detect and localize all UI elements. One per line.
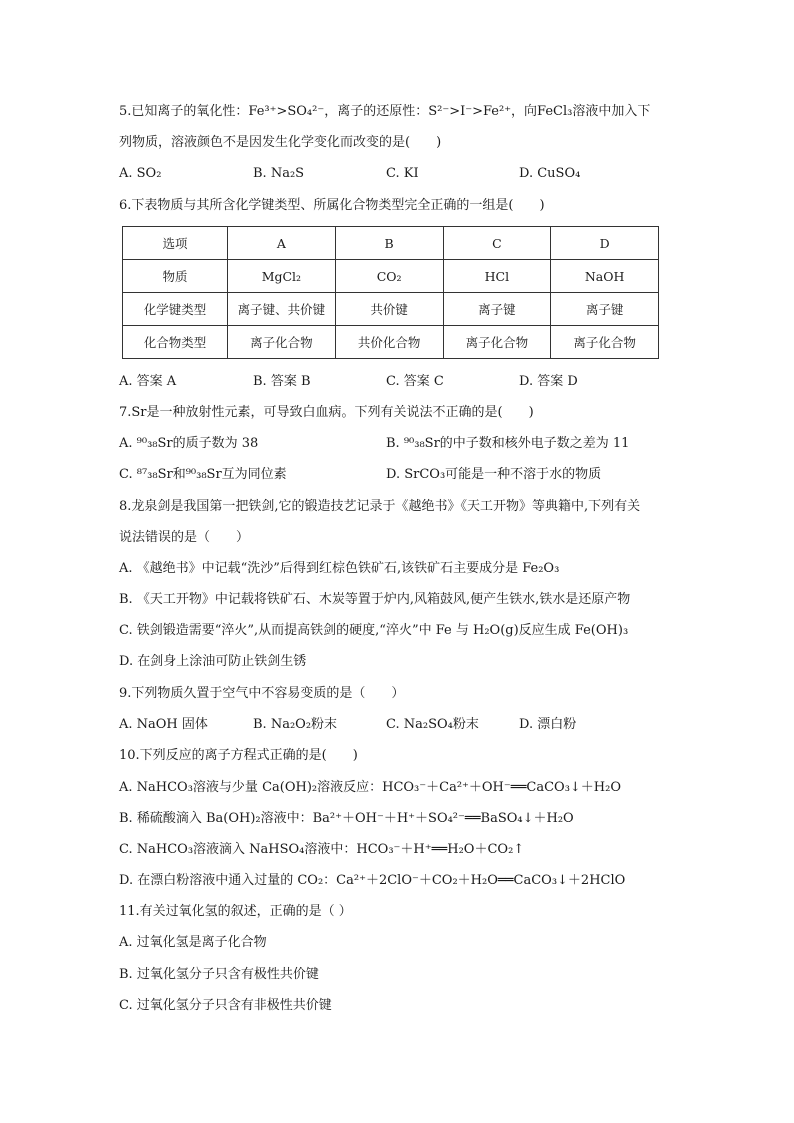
q9-option-a: A. NaOH 固体 — [119, 717, 208, 732]
q6-option-b: B. 答案 B — [253, 374, 311, 389]
q10-option-c: C. NaHCO₃溶液滴入 NaHSO₄溶液中：HCO₃⁻＋H⁺══H₂O＋CO₂↑ — [119, 842, 525, 857]
table-cell: 离子键、共价键 — [228, 293, 336, 326]
table-cell: NaOH — [551, 260, 659, 293]
table-cell: 共价化合物 — [335, 326, 443, 359]
table-cell: 离子键 — [443, 293, 551, 326]
q5-option-d: D. CuSO₄ — [519, 166, 581, 181]
q6-option-d: D. 答案 D — [519, 374, 578, 389]
q9-option-c: C. Na₂SO₄粉末 — [386, 717, 479, 732]
q8-option-d: D. 在剑身上涂油可防止铁剑生锈 — [119, 654, 307, 669]
table-cell: 离子化合物 — [551, 326, 659, 359]
table-cell: 物质 — [123, 260, 228, 293]
q10-stem: 10.下列反应的离子方程式正确的是( ) — [119, 748, 358, 763]
table-cell: 共价键 — [335, 293, 443, 326]
table-cell: B — [335, 227, 443, 260]
q11-option-b: B. 过氧化氢分子只含有极性共价键 — [119, 967, 319, 982]
q9-option-b: B. Na₂O₂粉末 — [253, 717, 338, 732]
table-cell: HCl — [443, 260, 551, 293]
table-cell: D — [551, 227, 659, 260]
q6-table — [122, 226, 659, 359]
q8-stem-line2: 说法错误的是（ ） — [119, 530, 250, 545]
q6-option-c: C. 答案 C — [386, 374, 444, 389]
q10-option-b: B. 稀硫酸滴入 Ba(OH)₂溶液中：Ba²⁺＋OH⁻＋H⁺＋SO₄²⁻══BaSO₄↓＋H₂O — [119, 811, 574, 826]
q7-option-a: A. ⁹⁰₃₈Sr的质子数为 38 — [119, 436, 259, 451]
q7-option-c: C. ⁸⁷₃₈Sr和⁹⁰₃₈Sr互为同位素 — [119, 467, 287, 482]
q5-option-a: A. SO₂ — [119, 166, 162, 181]
q6-stem: 6.下表物质与其所含化学键类型、所属化合物类型完全正确的一组是( ) — [119, 198, 545, 213]
table-cell: MgCl₂ — [228, 260, 336, 293]
table-cell: 选项 — [123, 227, 228, 260]
q8-option-a: A. 《越绝书》中记载“洗沙”后得到红棕色铁矿石,该铁矿石主要成分是 Fe₂O₃ — [119, 561, 560, 576]
table-cell: 离子化合物 — [443, 326, 551, 359]
table-cell: C — [443, 227, 551, 260]
table-cell: 化合物类型 — [123, 326, 228, 359]
q9-stem: 9.下列物质久置于空气中不容易变质的是（ ） — [119, 686, 405, 701]
q11-stem: 11.有关过氧化氢的叙述，正确的是（ ） — [119, 904, 352, 919]
table-row — [123, 293, 659, 326]
table-row — [123, 260, 659, 293]
q5-option-b: B. Na₂S — [253, 166, 305, 181]
q11-option-a: A. 过氧化氢是离子化合物 — [119, 935, 267, 950]
table-row — [123, 326, 659, 359]
q8-option-c: C. 铁剑锻造需要“淬火”,从而提高铁剑的硬度,“淬火”中 Fe 与 H₂O(g)反应生成 Fe(OH)₃ — [119, 623, 629, 638]
table-cell: 化学键类型 — [123, 293, 228, 326]
q5-option-c: C. KI — [386, 166, 419, 181]
table-cell: CO₂ — [335, 260, 443, 293]
table-cell: 离子键 — [551, 293, 659, 326]
q11-option-c: C. 过氧化氢分子只含有非极性共价键 — [119, 998, 332, 1013]
q7-option-d: D. SrCO₃可能是一种不溶于水的物质 — [386, 467, 602, 482]
q9-option-d: D. 漂白粉 — [519, 717, 577, 732]
q6-option-a: A. 答案 A — [119, 374, 177, 389]
q10-option-a: A. NaHCO₃溶液与少量 Ca(OH)₂溶液反应：HCO₃⁻＋Ca²⁺＋OH⁻══CaCO₃↓＋H₂O — [119, 780, 622, 795]
q8-option-b: B. 《天工开物》中记载将铁矿石、木炭等置于炉内,风箱鼓风,便产生铁水,铁水是还原产物 — [119, 592, 631, 607]
q7-stem: 7.Sr是一种放射性元素，可导致白血病。下列有关说法不正确的是( ) — [119, 405, 534, 420]
table-cell: 离子化合物 — [228, 326, 336, 359]
q8-stem-line1: 8.龙泉剑是我国第一把铁剑,它的锻造技艺记录于《越绝书》《天工开物》等典籍中,下列有关 — [119, 499, 641, 514]
table-row — [123, 227, 659, 260]
table-cell: A — [228, 227, 336, 260]
q5-stem-line2: 列物质，溶液颜色不是因发生化学变化而改变的是( ) — [119, 135, 442, 150]
q5-stem-line1: 5.已知离子的氧化性：Fe³⁺>SO₄²⁻，离子的还原性：S²⁻>I⁻>Fe²⁺，向FeCl₃溶液中加入下 — [119, 104, 651, 119]
q10-option-d: D. 在漂白粉溶液中通入过量的 CO₂：Ca²⁺＋2ClO⁻＋CO₂＋H₂O══CaCO₃↓＋2HClO — [119, 873, 626, 888]
q7-option-b: B. ⁹⁰₃₈Sr的中子数和核外电子数之差为 11 — [386, 436, 630, 451]
